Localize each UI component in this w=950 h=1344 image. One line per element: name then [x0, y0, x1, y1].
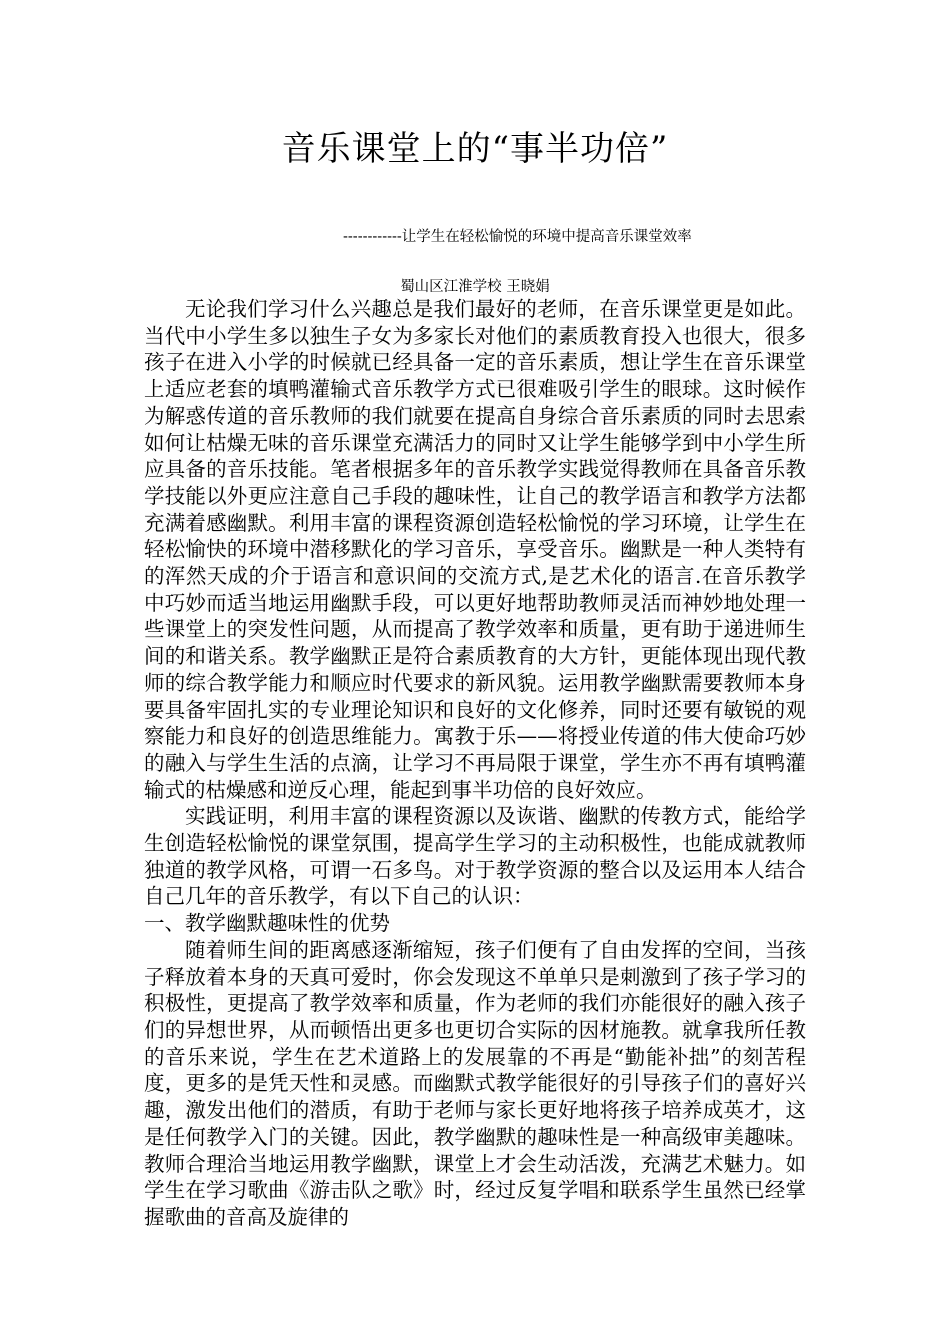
paragraph: 无论我们学习什么兴趣总是我们最好的老师，在音乐课堂更是如此。当代中小学生多以独生子女为多家长对他们的素质教育投入也很大，很多孩子在进入小学的时候就已经具备一定的音乐素质，想让学生在音乐课堂上适应老套的填鸭灌输式音乐教学方式已很难吸引学生的眼球。这时候作为解惑传道的音乐教师的我们就要在提高自身综合音乐素质的同时去思索如何让枯燥无味的音乐课堂充满活力的同时又让学生能够学到中小学生所应具备的音乐技能。笔者根据多年的音乐教学实践觉得教师在具备音乐教学技能以外更应注意自己手段的趣味性，让自己的教学语言和教学方法都充满着感幽默。利用丰富的课程资源创造轻松愉悦的学习环境，让学生在轻松愉快的环境中潜移默化的学习音乐，享受音乐。幽默是一种人类特有的浑然天成的介于语言和意识间的交流方式,是艺术化的语言.在音乐教学中巧妙而适当地运用幽默手段，可以更好地帮助教师灵活而神妙地处理一些课堂上的突发性问题，从而提高了教学效率和质量，更有助于递进师生间的和谐关系。教学幽默正是符合素质教育的大方针，更能体现出现代教师的综合教学能力和顺应时代要求的新风貌。运用教学幽默需要教师本身要具备牢固扎实的专业理论知识和良好的文化修养，同时还要有敏锐的观察能力和良好的创造思维能力。寓教于乐——将授业传道的伟大使命巧妙的融入与学生生活的点滴，让学习不再局限于课堂，学生亦不再有填鸭灌输式的枯燥感和逆反心理，能起到事半功倍的良好效应。 [144, 297, 806, 802]
document-title: 音乐课堂上的“事半功倍” [281, 129, 669, 169]
document-author: 蜀山区江淮学校 王晓娟 [400, 279, 550, 295]
document-body [144, 296, 806, 1231]
paragraph: 随着师生间的距离感逐渐缩短，孩子们便有了自由发挥的空间，当孩子释放着本身的天真可爱时，你会发现这不单单只是刺激到了孩子学习的积极性，更提高了教学效率和质量，作为老师的我们亦能很好的融入孩子们的异想世界，从而顿悟出更多也更切合实际的因材施教。就拿我所任教的音乐来说，学生在艺术道路上的发展靠的不再是“勤能补拙”的刻苦程度，更多的是凭天性和灵感。而幽默式教学能很好的引导孩子们的喜好兴趣，激发出他们的潜质，有助于老师与家长更好地将孩子培养成英才，这是任何教学入门的关键。因此，教学幽默的趣味性是一种高级审美趣味。教师合理洽当地运用教学幽默，课堂上才会生动活泼，充满艺术魅力。如学生在学习歌曲《游击队之歌》时，经过反复学唱和联系学生虽然已经掌握歌曲的音高及旋律的 [144, 937, 806, 1229]
paragraph: 实践证明，利用丰富的课程资源以及诙谐、幽默的传教方式，能给学生创造轻松愉悦的课堂氛围，提高学生学习的主动积极性，也能成就教师独道的教学风格，可谓一石多鸟。对于教学资源的整合以及运用本人结合自己几年的音乐教学，有以下自己的认识： [144, 804, 806, 909]
document-subtitle: ------------让学生在轻松愉悦的环境中提高音乐课堂效率 [343, 229, 692, 245]
section-heading: 一、教学幽默趣味性的优势 [144, 911, 390, 936]
